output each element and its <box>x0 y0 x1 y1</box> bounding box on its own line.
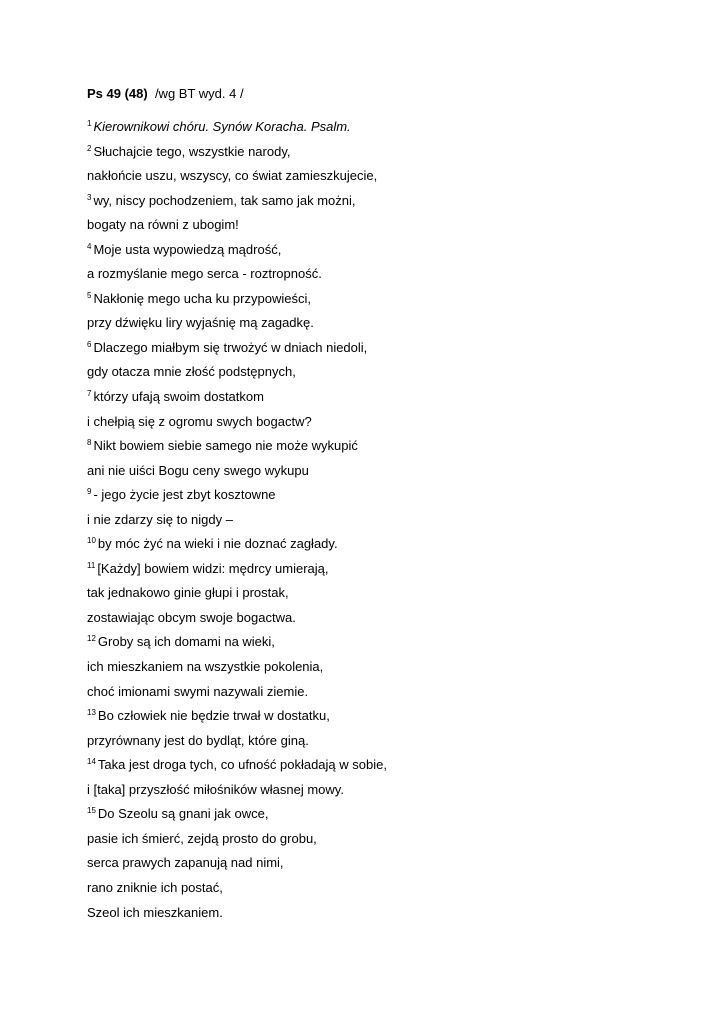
text-line <box>87 732 387 757</box>
verse-number: 3 <box>87 192 92 202</box>
text-line <box>87 805 387 830</box>
text-line <box>87 830 387 855</box>
text-line <box>87 633 387 658</box>
line-text: choć imionami swymi nazywali ziemie. <box>87 683 309 699</box>
line-text: [Każdy] bowiem widzi: mędrcy umierają, <box>97 560 329 576</box>
verse-number: 2 <box>87 143 92 153</box>
line-text: przy dźwięku liry wyjaśnię mą zagadkę. <box>87 315 314 331</box>
text-line <box>87 683 387 708</box>
line-text: przyrównany jest do bydląt, które giną. <box>87 732 309 748</box>
verse-number: 10 <box>87 536 96 546</box>
line-text: rano zniknie ich postać, <box>87 879 223 895</box>
text-line <box>87 339 387 364</box>
text-line <box>87 413 387 438</box>
line-text: Szeol ich mieszkaniem. <box>87 904 223 920</box>
verse-number: 8 <box>87 438 92 448</box>
line-text: Nakłonię mego ucha ku przypowieści, <box>93 290 311 306</box>
line-text: ani nie uiści Bogu ceny swego wykupu <box>87 462 309 478</box>
line-text: Bo człowiek nie będzie trwał w dostatku, <box>97 708 330 724</box>
line-text: i nie zdarzy się to nigdy – <box>87 511 233 527</box>
text-line <box>87 118 387 143</box>
line-text: bogaty na równi z ubogim! <box>87 217 239 233</box>
line-text: by móc żyć na wieki i nie doznać zagłady. <box>97 536 338 552</box>
heading-spacer <box>148 86 155 101</box>
document-heading <box>87 86 244 102</box>
text-line <box>87 216 387 241</box>
text-line <box>87 290 387 315</box>
text-line <box>87 265 387 290</box>
verse-number: 5 <box>87 290 92 300</box>
verse-number: 1 <box>87 119 92 128</box>
line-text: pasie ich śmierć, zejdą prosto do grobu, <box>87 830 317 846</box>
text-line <box>87 879 387 904</box>
text-line <box>87 167 387 192</box>
line-text: gdy otacza mnie złość podstępnych, <box>87 364 296 380</box>
text-line <box>87 904 387 929</box>
verse-number: 13 <box>87 708 96 718</box>
text-line <box>87 756 387 781</box>
psalm-text <box>87 118 387 928</box>
text-line <box>87 609 387 634</box>
verse-number: 6 <box>87 339 92 349</box>
text-line <box>87 781 387 806</box>
line-text: - jego życie jest zbyt kosztowne <box>93 487 276 503</box>
line-text: Moje usta wypowiedzą mądrość, <box>93 241 282 257</box>
line-text: Kierownikowi chóru. Synów Koracha. Psalm. <box>93 119 351 134</box>
text-line <box>87 584 387 609</box>
verse-number: 9 <box>87 487 92 497</box>
line-text: a rozmyślanie mego serca - roztropność. <box>87 266 322 282</box>
line-text: Dlaczego miałbym się trwożyć w dniach niedoli, <box>93 339 368 355</box>
line-text: ich mieszkaniem na wszystkie pokolenia, <box>87 659 324 675</box>
line-text: tak jednakowo ginie głupi i prostak, <box>87 585 289 601</box>
text-line <box>87 462 387 487</box>
text-line <box>87 511 387 536</box>
text-line <box>87 854 387 879</box>
text-line <box>87 241 387 266</box>
text-line <box>87 707 387 732</box>
line-text: nakłońcie uszu, wszyscy, co świat zamieszkujecie, <box>87 168 378 184</box>
line-text: serca prawych zapanują nad nimi, <box>87 855 284 871</box>
text-line <box>87 560 387 585</box>
verse-number: 11 <box>87 560 96 570</box>
psalm-title: Ps 49 (48) <box>87 86 148 101</box>
line-text: zostawiając obcym swoje bogactwa. <box>87 609 296 625</box>
line-text: Taka jest droga tych, co ufność pokładają w sobie, <box>97 757 387 773</box>
text-line <box>87 314 387 339</box>
line-text: Słuchajcie tego, wszystkie narody, <box>93 143 291 159</box>
verse-number: 14 <box>87 757 96 767</box>
text-line <box>87 143 387 168</box>
text-line <box>87 437 387 462</box>
text-line <box>87 486 387 511</box>
line-text: Groby są ich domami na wieki, <box>97 634 275 650</box>
text-line <box>87 388 387 413</box>
verse-number: 7 <box>87 389 92 399</box>
line-text: Do Szeolu są gnani jak owce, <box>97 806 269 822</box>
line-text: i chełpią się z ogromu swych bogactw? <box>87 413 312 429</box>
verse-number: 15 <box>87 806 96 816</box>
line-text: którzy ufają swoim dostatkom <box>93 389 264 405</box>
line-text: wy, niscy pochodzeniem, tak samo jak możni, <box>93 192 356 208</box>
text-line <box>87 658 387 683</box>
text-line <box>87 192 387 217</box>
text-line <box>87 535 387 560</box>
line-text: Nikt bowiem siebie samego nie może wykupić <box>93 438 358 454</box>
verse-number: 4 <box>87 241 92 251</box>
verse-number: 12 <box>87 634 96 644</box>
line-text: i [taka] przyszłość miłośników własnej mowy. <box>87 781 344 797</box>
translation-note: /wg BT wyd. 4 / <box>154 86 244 101</box>
text-line <box>87 363 387 388</box>
